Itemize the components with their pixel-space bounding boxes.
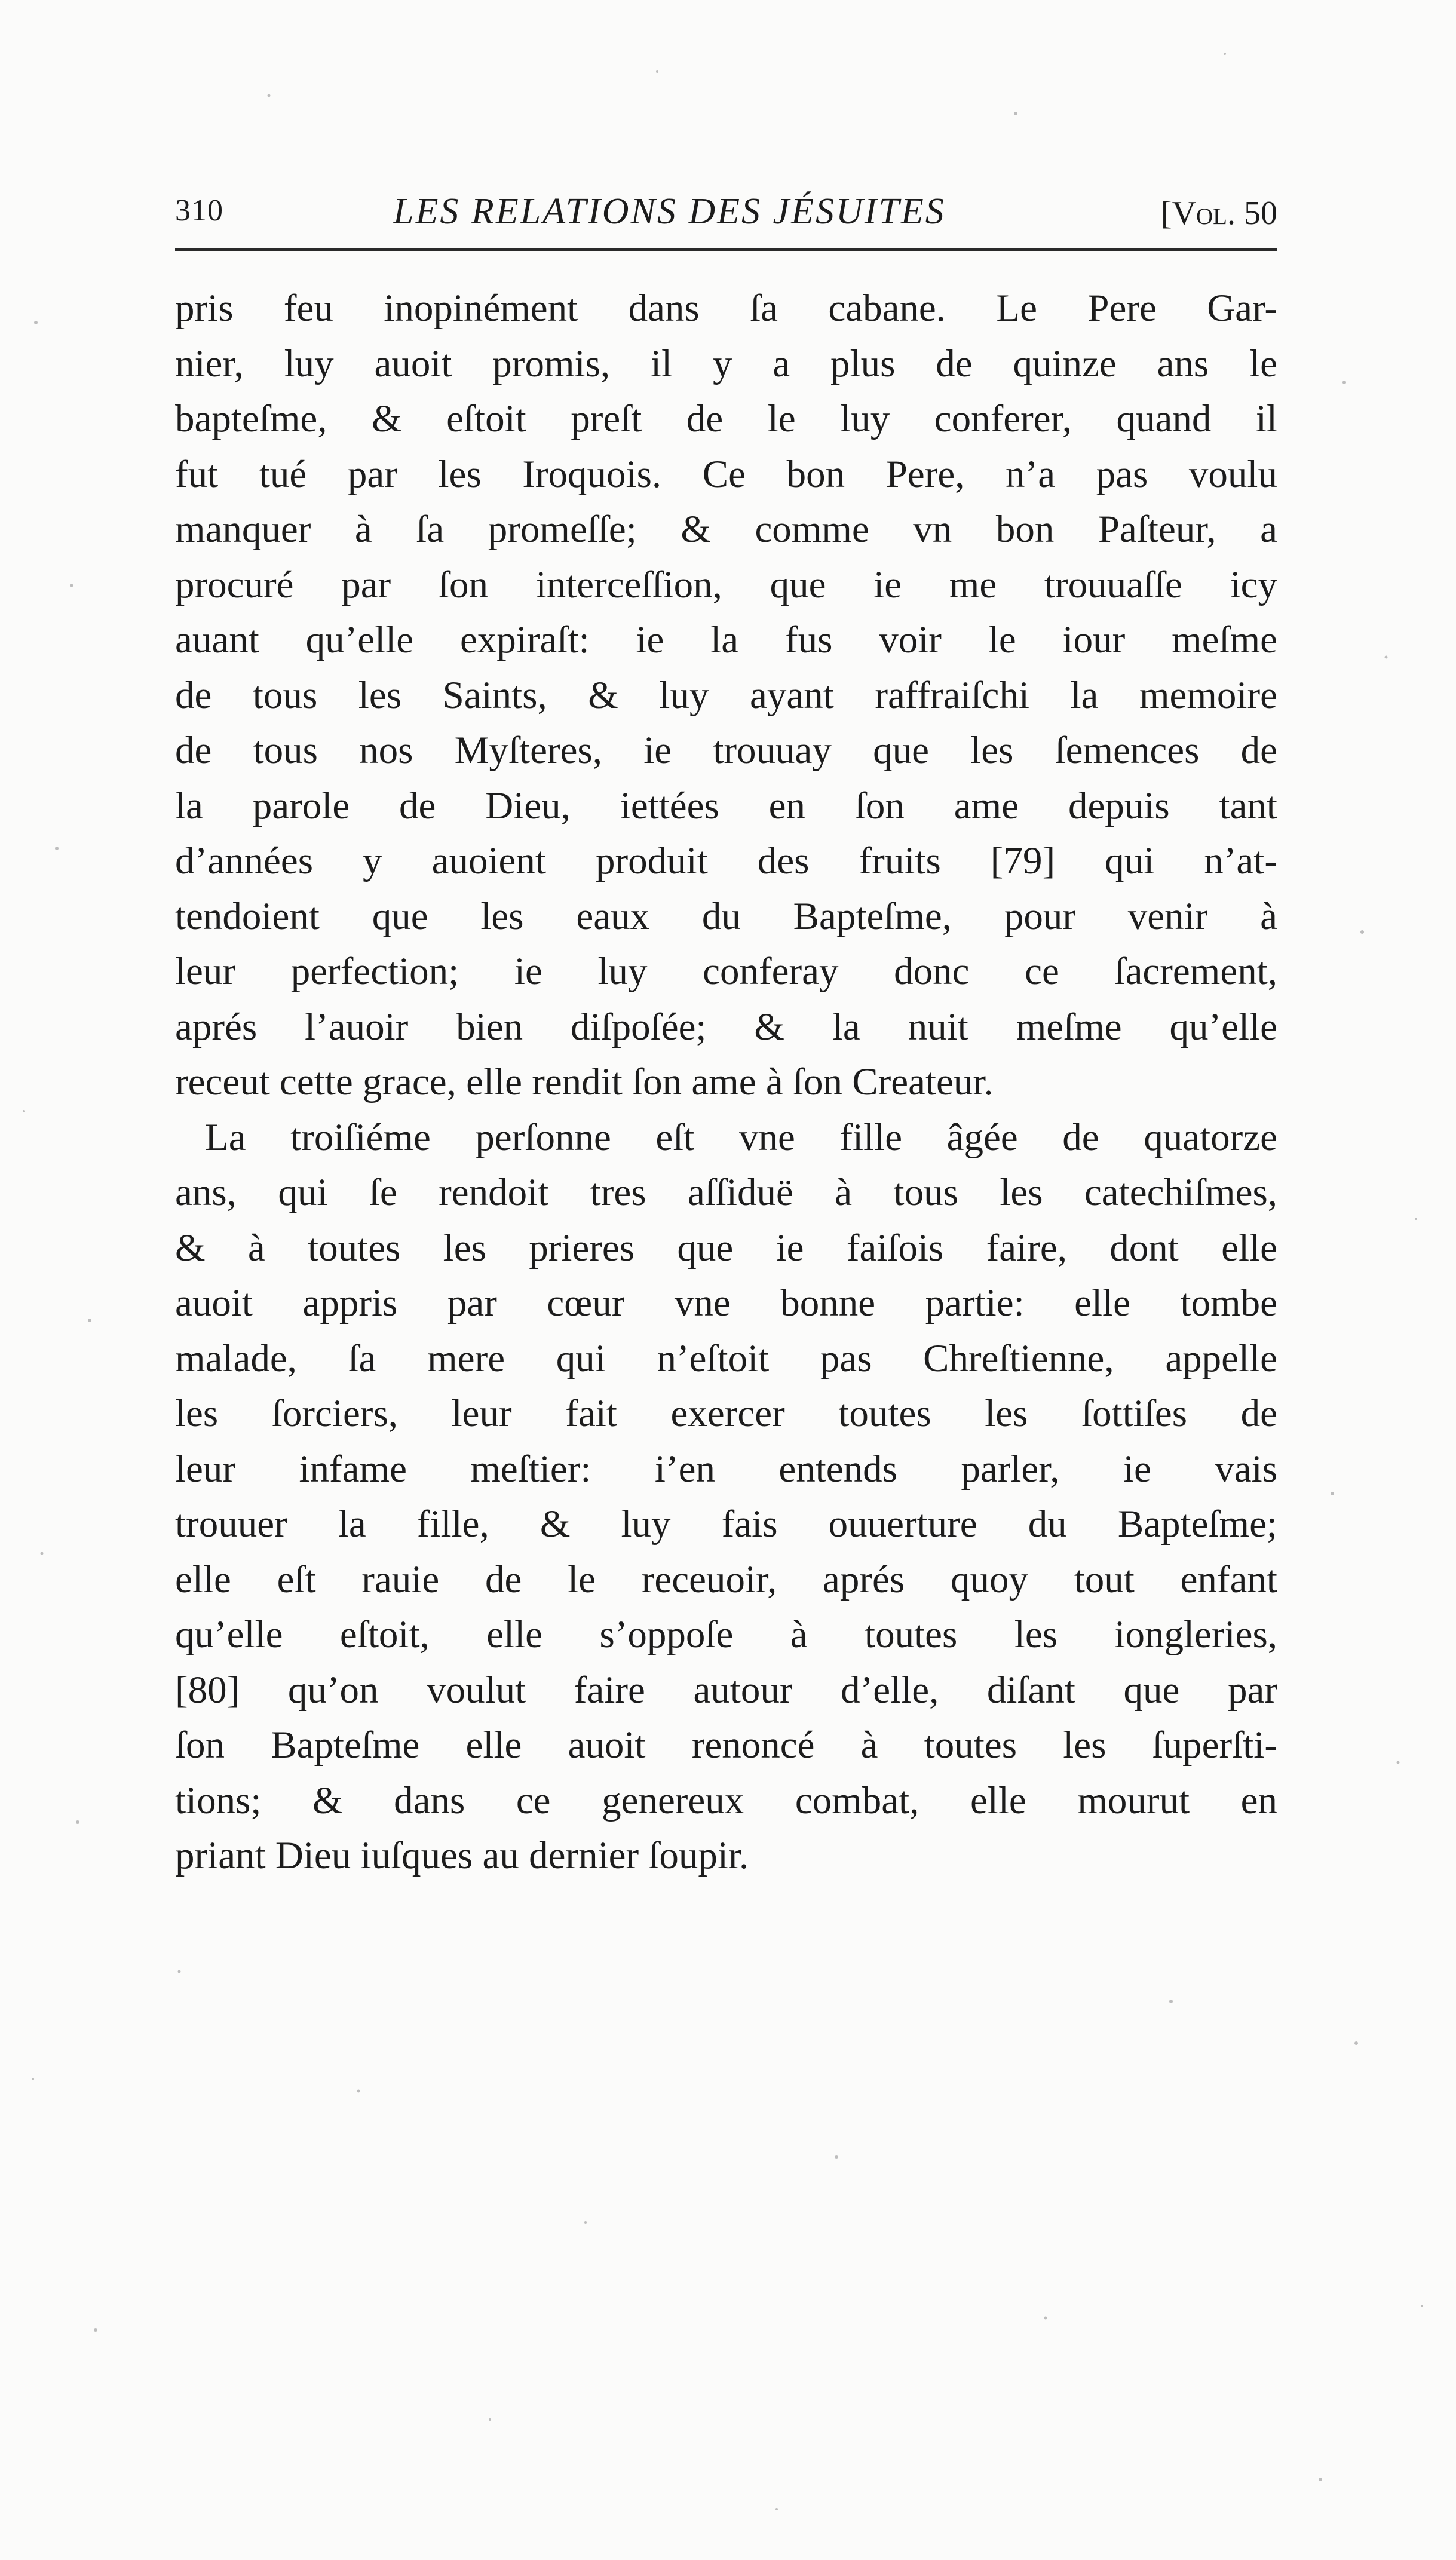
text-line: aprés l’auoir bien diſpoſée; & la nuit meſme qu’elle [175, 1005, 1277, 1048]
volume-number: 50 [1244, 195, 1277, 232]
text-line: tendoient que les eaux du Bapteſme, pour venir à [175, 894, 1277, 938]
text-line: procuré par ſon interceſſion, que ie me trouuaſſe icy [175, 563, 1277, 606]
text-line: nier, luy auoit promis, il y a plus de quinze ans le [175, 342, 1277, 385]
volume-bracket: [ [1160, 195, 1172, 232]
page-number: 310 [175, 194, 223, 228]
volume-label [1161, 194, 1277, 232]
page-header [175, 182, 1277, 251]
text-line: La troiſiéme perſonne eſt vne fille âgée de quatorze [205, 1115, 1277, 1159]
text-line: auoit appris par cœur vne bonne partie: elle tombe [175, 1281, 1277, 1325]
text-line: d’années y auoient produit des fruits [79] qui n’at- [175, 839, 1277, 882]
text-line: les ſorciers, leur fait exercer toutes les ſottiſes de [175, 1392, 1277, 1435]
text-line: priant Dieu iuſques au dernier ſoupir. [175, 1834, 749, 1877]
text-line: ans, qui ſe rendoit tres aſſiduë à tous les catechiſmes, [175, 1171, 1277, 1214]
text-line: elle eſt rauie de le receuoir, aprés quoy tout enfant [175, 1558, 1277, 1601]
body-text [175, 281, 1277, 1884]
text-line: pris feu inopinément dans ſa cabane. Le Pere Gar- [175, 287, 1277, 330]
text-line: leur perfection; ie luy conferay donc ce ſacrement, [175, 950, 1277, 993]
text-line: [80] qu’on voulut faire autour d’elle, diſant que par [175, 1668, 1277, 1712]
text-line: leur infame meſtier: i’en entends parler, ie vais [175, 1447, 1277, 1491]
text-line: auant qu’elle expiraſt: ie la fus voir le iour meſme [175, 618, 1277, 661]
text-line: malade, ſa mere qui n’eſtoit pas Chreſtienne, appelle [175, 1336, 1277, 1380]
text-line: bapteſme, & eſtoit preſt de le luy conferer, quand il [175, 397, 1277, 440]
text-line: de tous nos Myſteres, ie trouuay que les ſemences de [175, 729, 1277, 772]
text-line: receut cette grace, elle rendit ſon ame à ſon Createur. [175, 1060, 994, 1103]
text-line: ſon Bapteſme elle auoit renoncé à toutes les ſuperſti- [175, 1724, 1277, 1767]
running-title: LES RELATIONS DES JÉSUITES [393, 191, 946, 232]
text-line: & à toutes les prieres que ie faiſois faire, dont elle [175, 1226, 1277, 1270]
text-line: qu’elle eſtoit, elle s’oppoſe à toutes les iongleries, [175, 1613, 1277, 1656]
text-line: la parole de Dieu, iettées en ſon ame depuis tant [175, 784, 1277, 827]
volume-word: Vol. [1172, 195, 1236, 232]
text-line: fut tué par les Iroquois. Ce bon Pere, n’a pas voulu [175, 452, 1277, 496]
text-line: tions; & dans ce genereux combat, elle mourut en [175, 1779, 1277, 1822]
text-line: trouuer la fille, & luy fais ouuerture du Bapteſme; [175, 1503, 1277, 1546]
text-line: de tous les Saints, & luy ayant raffraiſchi la memoire [175, 673, 1277, 717]
text-line: manquer à ſa promeſſe; & comme vn bon Paſteur, a [175, 508, 1277, 551]
